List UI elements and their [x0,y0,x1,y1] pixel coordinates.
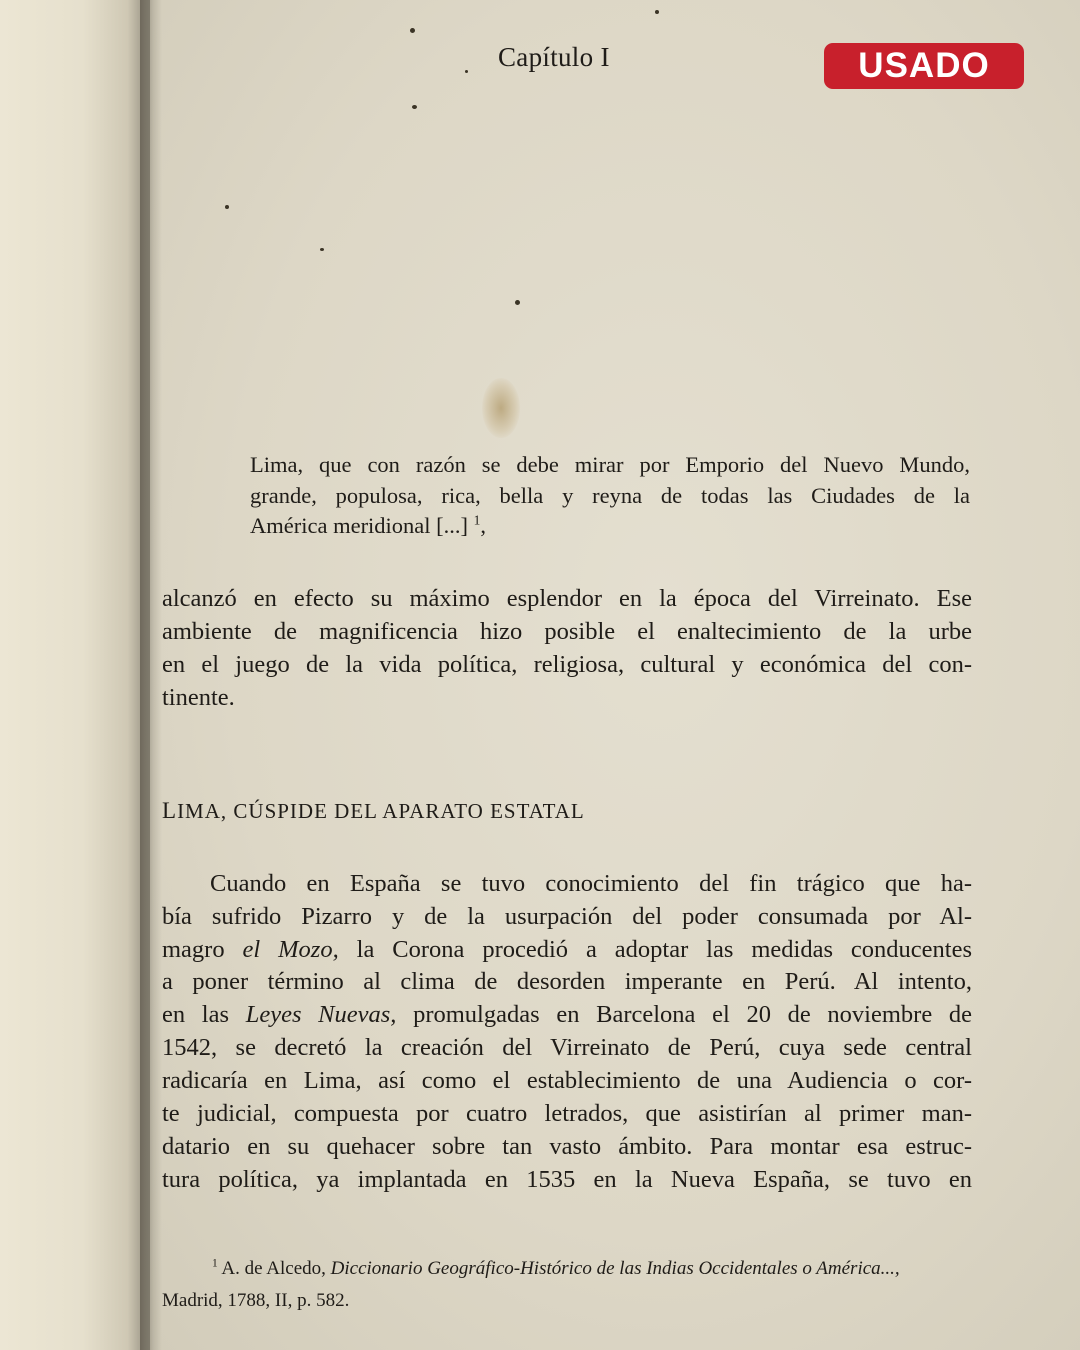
page-speck [320,248,324,251]
footnote-number: 1 [212,1257,218,1270]
facing-page-edge [0,0,150,1350]
paragraph-line: radicaría en Lima, así como el establecimiento de una Audiencia o cor- [162,1067,972,1094]
paragraph-line: tura política, ya implantada en 1535 en la Nueva España, se tuvo en [162,1166,972,1193]
page-speck [412,105,417,109]
page-speck [225,205,229,209]
paragraph-line: tinente. [162,684,235,711]
section-heading [162,798,585,824]
paragraph-line: datario en su quehacer sobre tan vasto ámbito. Para montar esa estruc- [162,1133,972,1160]
quote-line: grande, populosa, rica, bella y reyna de todas las Ciudades de la [250,483,970,508]
footnote-title: Diccionario Geográfico-Histórico de las Indias Occidentales o América..., [330,1258,900,1279]
paragraph-line: a poner término al clima de desorden imperante en Perú. Al intento, [162,968,972,995]
italic-run: el Mozo, [242,936,339,963]
paragraph-line: 1542, se decretó la creación del Virreinato de Perú, cuya sede central [162,1034,972,1061]
footnote-author: A. de Alcedo, [221,1258,331,1279]
footnote-line [212,1258,974,1280]
page-stain [482,378,520,438]
paragraph-line [162,1001,972,1029]
heading-rest: IMA, CÚSPIDE DEL APARATO ESTATAL [177,799,585,823]
quote-last-text: América meridional [...] [250,513,469,538]
paragraph-line [162,936,972,964]
quote-line [250,513,970,539]
text-run: magro [162,936,243,963]
quote-line: Lima, que con razón se debe mirar por Emporio del Nuevo Mundo, [250,452,970,477]
page-speck [655,10,659,14]
paragraph-line: ambiente de magnificencia hizo posible el enaltecimiento de la urbe [162,618,972,645]
text-run: promulgadas en Barcelona el 20 de noviembre de [396,1001,973,1028]
footnote-reference: 1 [473,512,481,528]
italic-run: Leyes Nuevas, [245,1001,397,1028]
text-run: la Corona procedió a adoptar las medidas conducentes [338,936,973,963]
heading-initial: L [162,798,178,823]
page-speck [410,28,415,33]
text-run: en las [162,1001,246,1028]
paragraph-line: te judicial, compuesta por cuatro letrados, que asistirían al primer man- [162,1100,972,1127]
paragraph-line: en el juego de la vida política, religiosa, cultural y económica del con- [162,651,972,678]
paragraph-line: Cuando en España se tuvo conocimiento del fin trágico que ha- [210,870,972,897]
page-speck [465,70,468,73]
quote-punctuation: , [480,513,487,538]
paragraph-line: bía sufrido Pizarro y de la usurpación del poder consumada por Al- [162,903,972,930]
book-gutter-shadow [140,0,162,1350]
paragraph-line: alcanzó en efecto su máximo esplendor en la época del Virreinato. Ese [162,585,972,612]
used-badge: USADO [824,43,1024,89]
chapter-title: Capítulo I [498,42,610,72]
page-speck [515,300,520,305]
footnote-line: Madrid, 1788, II, p. 582. [162,1290,350,1311]
